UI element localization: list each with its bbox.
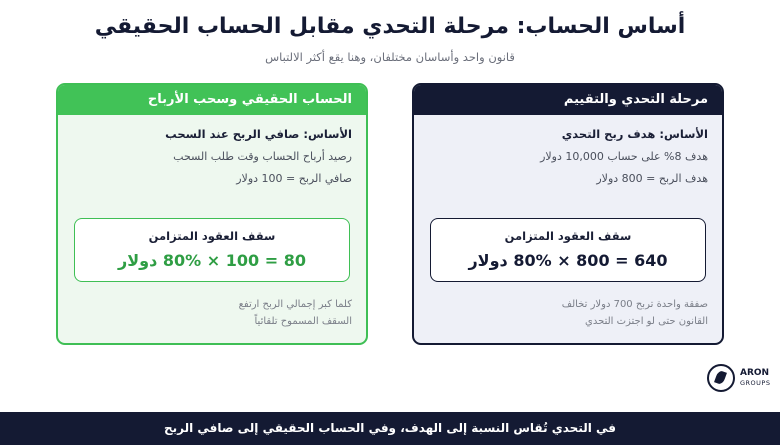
leaf-logo-icon <box>707 364 735 392</box>
challenge-note <box>562 296 708 330</box>
challenge-line-2: هدف الربح = 800 دولار <box>596 172 708 185</box>
challenge-card <box>412 83 724 345</box>
page-title: أساس الحساب: مرحلة التحدي مقابل الحساب الحقيقي <box>94 14 686 39</box>
page-subtitle: قانون واحد وأساسان مختلفان، وهنا يقع أكثر الالتباس <box>265 50 515 64</box>
real-account-card <box>56 83 368 345</box>
real-account-line-1: رصيد أرباح الحساب وقت طلب السحب <box>173 150 352 163</box>
footer-banner: في التحدي تُقاس النسبة إلى الهدف، وفي الحساب الحقيقي إلى صافي الربح <box>0 412 780 445</box>
real-account-cap-label: سقف العقود المتزامن <box>148 229 276 243</box>
challenge-basis: الأساس: هدف ربح التحدي <box>561 127 708 141</box>
real-account-cap-box <box>74 218 350 282</box>
real-account-note-line-2: السقف المسموح تلقائياً <box>254 316 352 327</box>
real-account-cap-formula: 80 = 100 × 80% دولار <box>118 251 306 270</box>
challenge-cap-label: سقف العقود المتزامن <box>504 229 632 243</box>
real-account-line-2: صافي الربح = 100 دولار <box>236 172 352 185</box>
real-account-card-heading: الحساب الحقيقي وسحب الأرباح <box>58 85 366 115</box>
challenge-line-1: هدف 8% على حساب 10,000 دولار <box>540 150 708 163</box>
challenge-note-line-1: صفقة واحدة تربح 700 دولار تخالف <box>561 299 708 310</box>
challenge-note-line-2: القانون حتى لو اجتزت التحدي <box>585 316 708 327</box>
aron-groups-logo <box>707 362 771 396</box>
real-account-basis: الأساس: صافي الربح عند السحب <box>165 127 352 141</box>
logo-subname: GROUPS <box>740 379 771 387</box>
real-account-note <box>239 296 352 330</box>
challenge-cap-box <box>430 218 706 282</box>
logo-name: ARON <box>740 368 770 378</box>
challenge-cap-formula: 640 = 800 × 80% دولار <box>468 251 668 270</box>
challenge-card-heading: مرحلة التحدي والتقييم <box>414 85 722 115</box>
real-account-note-line-1: كلما كبر إجمالي الربح ارتفع <box>238 299 352 310</box>
